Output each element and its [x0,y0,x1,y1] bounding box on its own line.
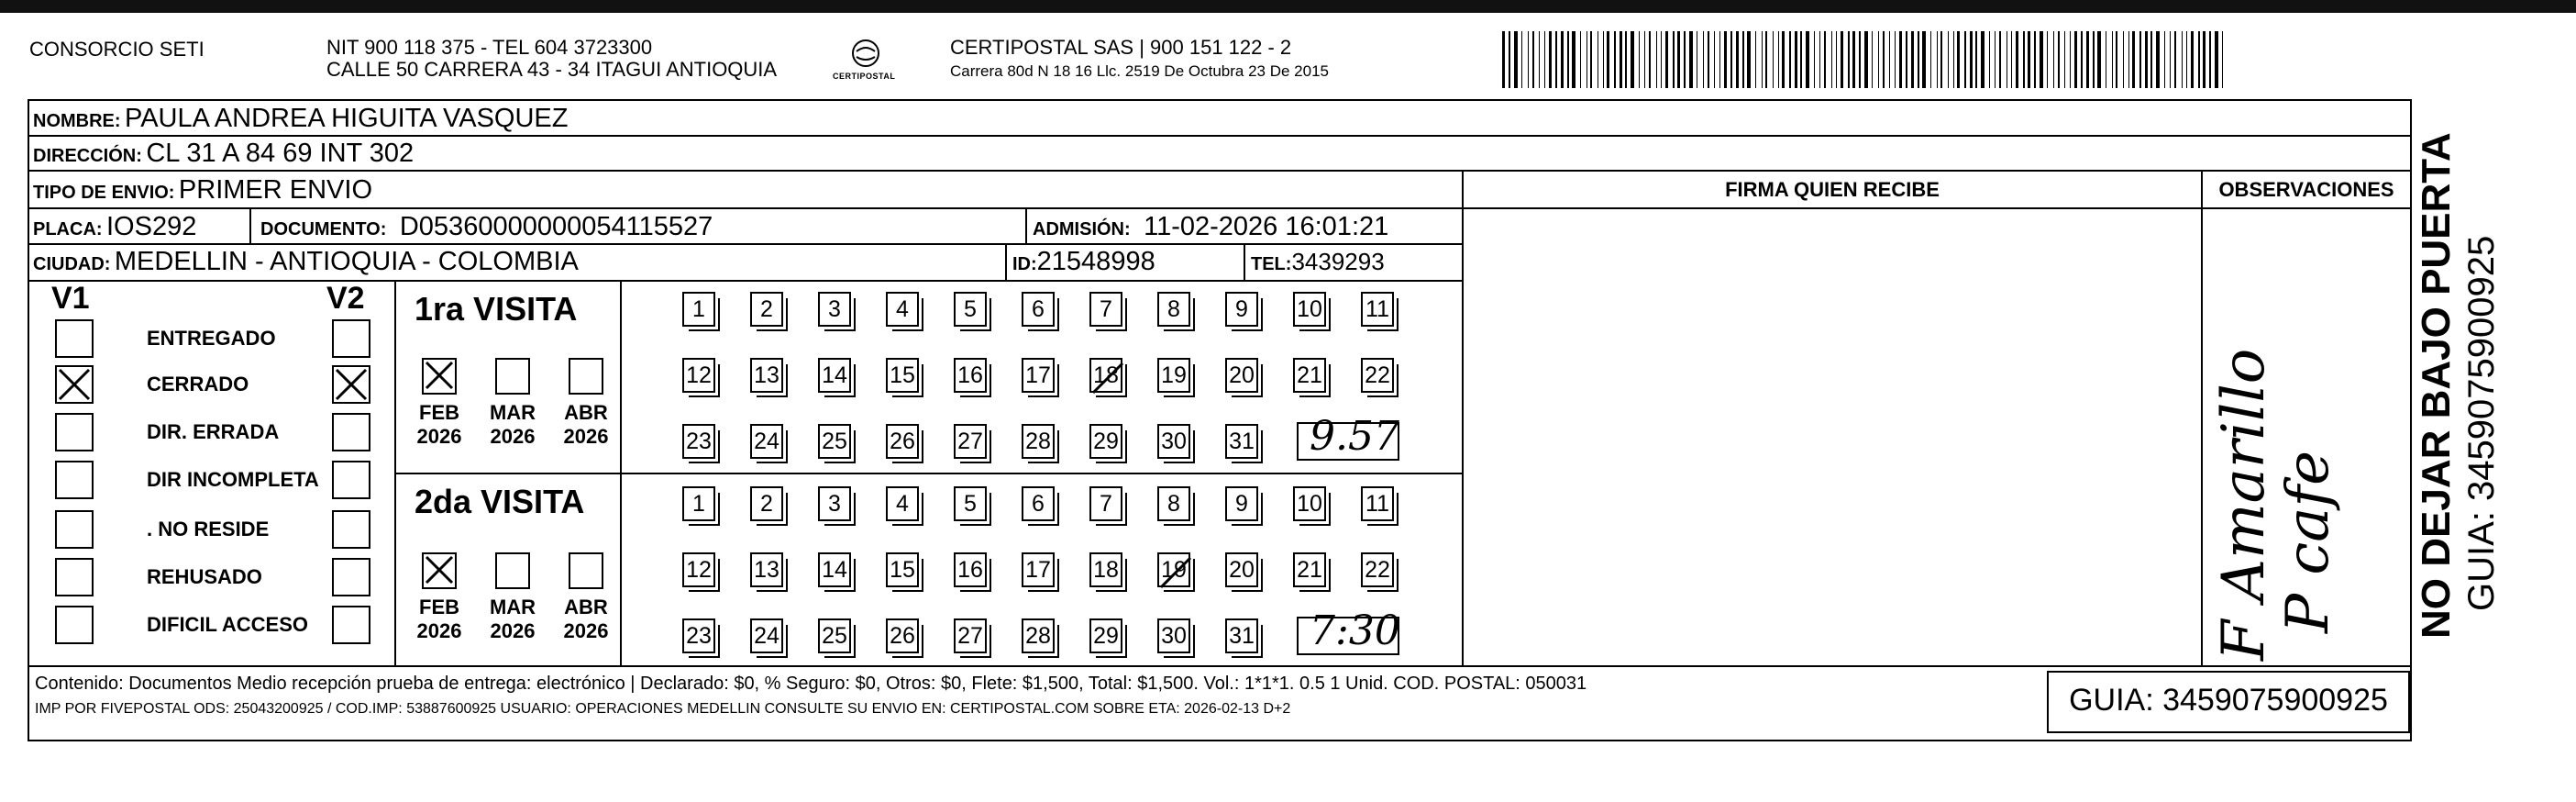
visit1-day-box[interactable]: 3 [818,292,851,327]
footer-imp: IMP POR FIVEPOSTAL ODS: 25043200925 / COD.IMP: 53887600925 USUARIO: OPERACIONES MEDELLIN CONSULTE SU ENVIO EN: CERTIPOSTAL.COM SOBRE ETA: 2026-02-13 D+2 [35,701,1291,717]
visit1-day-box[interactable]: 31 [1225,424,1258,459]
visit2-day-box[interactable]: 20 [1225,552,1258,587]
visit1-day-box[interactable]: 1 [682,292,715,327]
status-v1-checkbox[interactable] [55,606,94,644]
visit2-month-checkbox[interactable] [495,552,530,589]
v2-label: V2 [326,281,365,316]
status-label: REHUSADO [147,565,262,588]
tipo-envio-value: PRIMER ENVIO [178,175,373,205]
visit2-day-box[interactable]: 7 [1089,486,1122,521]
visit2-day-box[interactable]: 18 [1089,552,1122,587]
visit2-day-box[interactable]: 22 [1361,552,1394,587]
visit2-day-box[interactable]: 8 [1157,486,1190,521]
documento-row [260,209,713,249]
visit2-day-box[interactable]: 25 [818,618,851,653]
direccion-value: CL 31 A 84 69 INT 302 [146,139,415,168]
visit2-month-year: 2026 [563,619,609,642]
id-label: ID: [1012,254,1037,274]
visit1-day-box[interactable]: 13 [750,358,783,393]
status-label: DIFICIL ACCESO [147,613,309,636]
status-v1-checkbox[interactable] [55,319,94,358]
certipostal-line: CERTIPOSTAL SAS | 900 151 122 - 2 [950,36,1292,59]
nit-line: NIT 900 118 375 - TEL 604 3723300 [326,36,653,59]
visit2-day-box[interactable]: 10 [1293,486,1326,521]
admision-value: 11-02-2026 16:01:21 [1144,212,1389,241]
status-label: DIR INCOMPLETA [147,468,319,491]
placa-label: PLACA: [33,219,103,239]
visit1-day-box[interactable]: 24 [750,424,783,459]
visit1-day-box[interactable]: 19 [1157,358,1190,393]
visit1-day-box[interactable]: 17 [1022,358,1055,393]
visit1-day-box[interactable]: 15 [886,358,919,393]
visit2-day-box[interactable]: 21 [1293,552,1326,587]
visit2-day-box[interactable]: 4 [886,486,919,521]
status-v2-checkbox[interactable] [332,413,370,451]
visit1-month-year: 2026 [490,425,536,448]
license-line: Carrera 80d N 18 16 Llc. 2519 De Octubra 23 De 2015 [950,62,1329,80]
nombre-label: NOMBRE: [33,111,121,131]
visit2-day-box[interactable]: 27 [954,618,987,653]
visit2-day-box[interactable]: 9 [1225,486,1258,521]
visit1-day-box[interactable]: 5 [954,292,987,327]
visit1-day-box[interactable]: 4 [886,292,919,327]
status-label: DIR. ERRADA [147,420,280,443]
visit2-month-year: 2026 [490,619,536,642]
id-value: 21548998 [1036,247,1155,276]
visit1-month-checkbox[interactable] [422,358,457,395]
footer-contenido: Contenido: Documentos Medio recepción prueba de entrega: electrónico | Declarado: $0, % Seguro: $0, Otros: $0, Flete: $1,500, Total: $1,500. Vol.: 1*1*1. 0.5 1 Unid. COD. POSTAL: 050031 [35,674,1587,694]
tipo-envio-row [33,173,372,212]
visit1-day-box[interactable]: 30 [1157,424,1190,459]
observaciones-handwritten-1: F Amarillo [2210,348,2278,661]
id-row [1012,244,1155,284]
visit2-day-box[interactable]: 24 [750,618,783,653]
visit1-day-box[interactable]: 23 [682,424,715,459]
visit2-day-box[interactable]: 26 [886,618,919,653]
visit2-day-box[interactable]: 13 [750,552,783,587]
placa-value: IOS292 [106,212,197,241]
visit1-day-box[interactable]: 8 [1157,292,1190,327]
firma-label: FIRMA QUIEN RECIBE [1725,178,1940,201]
visit1-day-box[interactable]: 16 [954,358,987,393]
tel-label: TEL: [1251,254,1292,274]
visit1-month-checkbox[interactable] [495,358,530,395]
status-label: . NO RESIDE [147,518,270,540]
visit2-day-box[interactable]: 17 [1022,552,1055,587]
status-v1-checkbox[interactable] [55,365,94,404]
status-v2-checkbox[interactable] [332,510,370,549]
status-label: CERRADO [147,373,249,395]
visit2-month-name: MAR [489,596,536,618]
visit2-day-box[interactable]: 29 [1089,618,1122,653]
visit1-day-box[interactable]: 12 [682,358,715,393]
admision-label: ADMISIÓN: [1033,219,1131,239]
visit2-day-box[interactable]: 28 [1022,618,1055,653]
status-v2-checkbox[interactable] [332,365,370,404]
documento-value: D05360000000054115527 [399,212,713,241]
visit1-day-box[interactable]: 11 [1361,292,1394,327]
visit1-month-name: MAR [489,401,536,424]
status-label: ENTREGADO [147,327,276,350]
status-v1-checkbox[interactable] [55,558,94,596]
visit2-time-handwritten: 7:30 [1310,607,1400,654]
direccion-label: DIRECCIÓN: [33,146,142,166]
tipo-envio-label: TIPO DE ENVIO: [33,183,175,203]
visit1-month-year: 2026 [563,425,609,448]
top-black-edge [0,0,2576,13]
ciudad-value: MEDELLIN - ANTIOQUIA - COLOMBIA [114,247,579,276]
visit2-day-box[interactable]: 5 [954,486,987,521]
visit1-day-box[interactable]: 26 [886,424,919,459]
nombre-value: PAULA ANDREA HIGUITA VASQUEZ [125,104,569,133]
visit2-day-box[interactable]: 15 [886,552,919,587]
visit1-day-box[interactable]: 2 [750,292,783,327]
tel-value: 3439293 [1291,248,1385,275]
footer-guia: GUIA: 3459075900925 [2069,683,2388,718]
visit1-day-box[interactable]: 21 [1293,358,1326,393]
visit1-day-box[interactable]: 7 [1089,292,1122,327]
visit1-day-box[interactable]: 25 [818,424,851,459]
visit1-month-year: 2026 [416,425,462,448]
direccion-row [33,136,414,175]
documento-label: DOCUMENTO: [260,219,387,239]
certipostal-logo [833,33,896,92]
visit2-day-box[interactable]: 16 [954,552,987,587]
v1-label: V1 [51,281,90,316]
visit2-month-checkbox[interactable] [422,552,457,589]
status-v2-checkbox[interactable] [332,461,370,499]
visit2-day-box[interactable]: 19 [1157,552,1190,587]
status-v2-checkbox[interactable] [332,558,370,596]
visit1-day-box[interactable]: 27 [954,424,987,459]
visit2-day-box[interactable]: 1 [682,486,715,521]
status-v1-checkbox[interactable] [55,461,94,499]
visit1-day-box[interactable]: 6 [1022,292,1055,327]
visit1-title: 1ra VISITA [415,290,578,328]
visit1-month-checkbox[interactable] [569,358,603,395]
status-v1-checkbox[interactable] [55,413,94,451]
nombre-row [33,101,568,140]
ciudad-row [33,244,579,284]
company-name: CONSORCIO SETI [29,38,205,61]
visit1-month-name: FEB [419,401,459,424]
visit2-day-box[interactable]: 30 [1157,618,1190,653]
visit1-day-box[interactable]: 14 [818,358,851,393]
visit2-day-box[interactable]: 6 [1022,486,1055,521]
guia-vertical: GUIA: 3459075900925 [2461,235,2502,611]
visit2-title: 2da VISITA [415,483,585,520]
logo-text: CERTIPOSTAL [833,72,896,81]
visit2-day-box[interactable]: 2 [750,486,783,521]
visit1-day-box[interactable]: 20 [1225,358,1258,393]
visit2-month-checkbox[interactable] [569,552,603,589]
barcode [1500,31,2228,88]
status-v1-checkbox[interactable] [55,510,94,549]
ciudad-label: CIUDAD: [33,254,111,274]
observaciones-label: OBSERVACIONES [2218,178,2394,201]
visit1-day-box[interactable]: 22 [1361,358,1394,393]
visit2-day-box[interactable]: 31 [1225,618,1258,653]
visit2-day-box[interactable]: 23 [682,618,715,653]
visit1-day-box[interactable]: 29 [1089,424,1122,459]
visit1-day-box[interactable]: 9 [1225,292,1258,327]
status-v2-checkbox[interactable] [332,319,370,358]
tel-row [1251,244,1385,284]
visit2-month-name: ABR [564,596,608,618]
visit2-day-box[interactable]: 12 [682,552,715,587]
visit2-month-year: 2026 [416,619,462,642]
admision-row [1033,209,1388,249]
no-dejar-bajo-puerta: NO DEJAR BAJO PUERTA [2414,132,2459,639]
visit2-day-box[interactable]: 3 [818,486,851,521]
visit1-day-box[interactable]: 18 [1089,358,1122,393]
visit2-day-box[interactable]: 11 [1361,486,1394,521]
visit1-day-box[interactable]: 10 [1293,292,1326,327]
visit1-time-handwritten: 9.57 [1310,413,1399,460]
observaciones-handwritten-2: P cafe [2274,451,2342,633]
status-v2-checkbox[interactable] [332,606,370,644]
visit2-day-box[interactable]: 14 [818,552,851,587]
placa-row [33,209,196,249]
visit2-month-name: FEB [419,596,459,618]
address-line: CALLE 50 CARRERA 43 - 34 ITAGUI ANTIOQUIA [326,58,778,81]
visit1-month-name: ABR [564,401,608,424]
visit1-day-box[interactable]: 28 [1022,424,1055,459]
